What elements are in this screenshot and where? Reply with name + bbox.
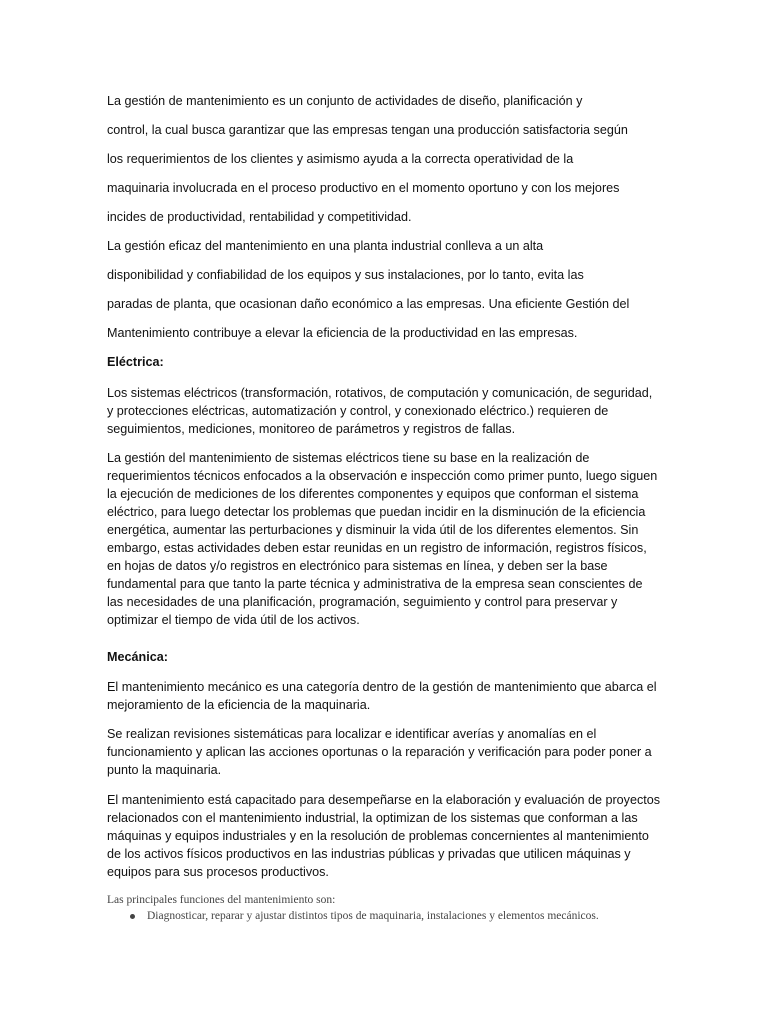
text-line: disponibilidad y confiabilidad de los equipos y sus instalaciones, por lo tanto, evita las [107,268,584,282]
text-line: las necesidades de una planificación, programación, seguimiento y control para preservar y [107,595,618,609]
section-heading [107,353,667,371]
text-line: Se realizan revisiones sistemáticas para localizar e identificar averías y anomalías en el [107,727,597,741]
text-line: punto la maquinaria. [107,763,222,777]
text-line: maquinaria involucrada en el proceso productivo en el momento oportuno y con los mejores [107,181,620,195]
text-line: La gestión del mantenimiento de sistemas eléctricos tiene su base en la realización de [107,451,590,465]
text-line: Los sistemas eléctricos (transformación, rotativos, de computación y comunicación, de seguridad, [107,386,653,400]
text-line: en hojas de datos y/o registros en electrónico para sistemas en línea, y deben ser la base [107,559,608,573]
text-line: fundamental para que tanto la parte técnica y administrativa de la empresa sean conscientes de [107,577,643,591]
text-line: La gestión de mantenimiento es un conjunto de actividades de diseño, planificación y [107,94,583,108]
text-line: embargo, estas actividades deben estar reunidas en un registro de información, registros físicos, [107,541,647,555]
paragraph [107,678,667,714]
text-line: seguimientos, mediciones, monitoreo de parámetros y registros de fallas. [107,422,516,436]
text-line: energética, aumentar las perturbaciones y disminuir la vida útil de los diferentes elementos. Sin [107,523,639,537]
text-line: El mantenimiento está capacitado para desempeñarse en la elaboración y evaluación de proyectos [107,793,661,807]
text-line: control, la cual busca garantizar que las empresas tengan una producción satisfactoria según [107,123,628,137]
list-item [130,908,599,924]
paragraph [107,87,667,348]
paragraph [107,725,667,779]
section-heading [107,648,667,666]
text-line: máquinas y equipos industriales y en la resolución de problemas concernientes al mantenimiento [107,829,649,843]
text-line: Mantenimiento contribuye a elevar la eficiencia de la productividad en las empresas. [107,326,578,340]
text-line: relacionados con el mantenimiento industrial, la optimizan de los sistemas que conforman a las [107,811,638,825]
paragraph [107,791,667,881]
text-line: eléctrico, para luego detectar los problemas que puedan incidir en la disminución de la eficiencia [107,505,646,519]
text-line: paradas de planta, que ocasionan daño económico a las empresas. Una eficiente Gestión del [107,297,630,311]
text-line: optimizar el tiempo de vida útil de los activos. [107,613,360,627]
paragraph [107,384,667,438]
text-line: la ejecución de mediciones de los diferentes componentes y equipos que conforman el sistema [107,487,639,501]
text-line: y protecciones eléctricas, automatización y control, y conexionado eléctrico.) requieren de [107,404,609,418]
paragraph [107,449,667,629]
text-line: requerimientos técnicos enfocados a la observación e inspección como primer punto, luego siguen [107,469,658,483]
text-line: incides de productividad, rentabilidad y competitividad. [107,210,412,224]
text-line: funcionamiento y aplican las acciones oportunas o la reparación y verificación para poder poner a [107,745,652,759]
text-line: El mantenimiento mecánico es una categoría dentro de la gestión de mantenimiento que abarca el [107,680,657,694]
text-line: mejoramiento de la eficiencia de la maquinaria. [107,698,371,712]
list-item-text: Diagnosticar, reparar y ajustar distintos tipos de maquinaria, instalaciones y elementos mecánicos. [147,910,599,922]
text-line: Eléctrica: [107,355,164,369]
list-intro: Las principales funciones del mantenimiento son: [107,894,336,906]
text-line: de los activos físicos productivos en las industrias públicas y privadas que utilicen máquinas y [107,847,631,861]
bullet-icon [130,914,135,919]
text-line: Mecánica: [107,650,168,664]
text-line: los requerimientos de los clientes y asimismo ayuda a la correcta operatividad de la [107,152,574,166]
text-line: equipos para sus procesos productivos. [107,865,329,879]
text-line: La gestión eficaz del mantenimiento en una planta industrial conlleva a un alta [107,239,544,253]
